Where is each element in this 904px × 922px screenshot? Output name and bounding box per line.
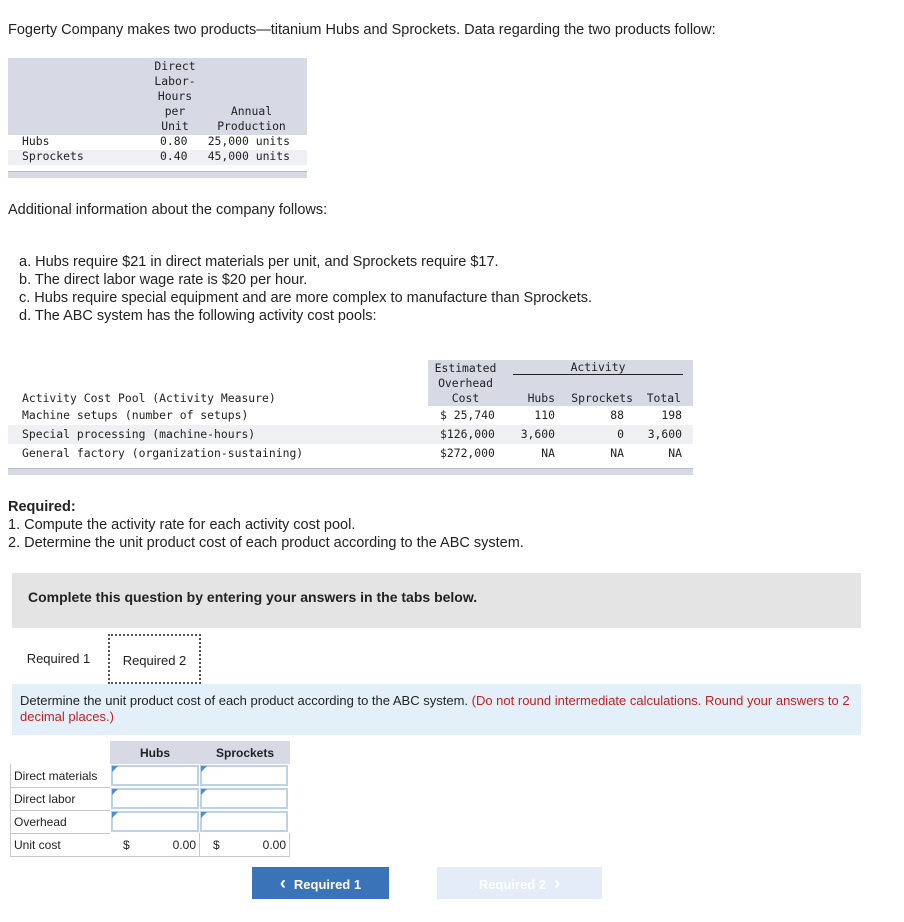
hubs-unit-cost: 0.00: [172, 838, 196, 852]
cost-header-3: Cost: [451, 391, 480, 405]
pool-name: Special processing (machine-hours): [22, 427, 256, 441]
pool-cost: $272,000: [440, 446, 495, 460]
cost-header-2: Overhead: [438, 376, 493, 390]
pool-sprockets: NA: [610, 446, 624, 460]
hubs-currency: $: [123, 838, 130, 852]
product-name: Sprockets: [22, 149, 84, 163]
hubs-header: Hubs: [527, 391, 555, 405]
next-required-button[interactable]: [437, 867, 602, 899]
dlh-header-2: Labor-: [154, 74, 196, 88]
hubs-direct-labor-input[interactable]: [111, 788, 199, 809]
dlh-header-1: Direct: [154, 59, 196, 73]
required-item: 2. Determine the unit product cost of each product according to the ABC system.: [8, 535, 524, 551]
product-name: Hubs: [22, 134, 50, 148]
prev-required-button[interactable]: [252, 867, 389, 899]
annual-header-1: Annual: [230, 104, 273, 118]
info-item: c. Hubs require special equipment and are more complex to manufacture than Sprockets.: [19, 290, 593, 306]
col-header-sprockets: Sprockets: [215, 746, 275, 760]
product-annual: 25,000 units: [207, 134, 290, 148]
prompt-note: (Do not round intermediate calculations. Round your answers to 2 decimal places.): [20, 693, 850, 724]
pool-name: General factory (organization-sustaining): [22, 446, 304, 460]
pool-hubs: 3,600: [520, 427, 555, 441]
required-item: 1. Compute the activity rate for each activity cost pool.: [8, 517, 356, 533]
col-header-hubs: Hubs: [140, 746, 170, 760]
pool-total: 3,600: [647, 427, 682, 441]
sprockets-header: Sprockets: [571, 391, 633, 405]
product-dlh: 0.40: [160, 149, 188, 163]
sprockets-currency: $: [213, 838, 220, 852]
tab-required-1[interactable]: Required 1: [12, 634, 105, 684]
pool-sprockets: 0: [617, 427, 624, 441]
sprockets-direct-labor-input[interactable]: [200, 788, 288, 809]
product-dlh: 0.80: [160, 134, 188, 148]
product-annual: 45,000 units: [207, 149, 290, 163]
pool-sprockets: 88: [610, 408, 624, 422]
sprockets-overhead-input[interactable]: [200, 811, 288, 832]
instruction-box: [12, 573, 861, 628]
pool-hubs: 110: [534, 408, 555, 422]
info-item: d. The ABC system has the following activity cost pools:: [19, 308, 377, 324]
prompt-text: Determine the unit product cost of each product according to the ABC system.: [20, 693, 472, 708]
required-title: Required:: [8, 499, 76, 515]
sprockets-unit-cost: 0.00: [262, 838, 286, 852]
hubs-overhead-input[interactable]: [111, 811, 199, 832]
next-button-label: Required 2: [478, 877, 547, 892]
prev-button-label: Required 1: [293, 877, 362, 892]
instruction-text: Complete this question by entering your answers in the tabs below.: [28, 589, 478, 605]
tab-required-2[interactable]: Required 2: [108, 634, 201, 684]
row-label-unit-cost: Unit cost: [14, 838, 61, 852]
pool-cost: $ 25,740: [440, 408, 495, 422]
pool-name: Machine setups (number of setups): [22, 408, 249, 422]
hubs-direct-materials-input[interactable]: [111, 765, 199, 786]
question-prompt: [12, 684, 861, 735]
dlh-header-4: per: [164, 104, 186, 118]
pool-total: 198: [661, 408, 682, 422]
pool-total: NA: [668, 446, 682, 460]
row-label-overhead: Overhead: [14, 815, 67, 829]
row-label-direct-labor: Direct labor: [14, 792, 76, 806]
activity-group-header: Activity: [513, 360, 683, 375]
additional-info-text: Additional information about the company follows:: [8, 202, 328, 218]
intro-text: Fogerty Company makes two products—titanium Hubs and Sprockets. Data regarding the two products follow:: [8, 22, 716, 38]
sprockets-direct-materials-input[interactable]: [200, 765, 288, 786]
row-label-direct-materials: Direct materials: [14, 769, 98, 783]
chevron-left-icon: ‹: [279, 873, 286, 893]
pool-header: Activity Cost Pool (Activity Measure): [22, 391, 276, 405]
pool-cost: $126,000: [440, 427, 495, 441]
info-item: b. The direct labor wage rate is $20 per hour.: [19, 272, 308, 288]
total-header: Total: [646, 391, 681, 405]
pool-hubs: NA: [541, 446, 555, 460]
chevron-right-icon: ›: [554, 873, 561, 893]
cost-header-1: Estimated: [434, 361, 497, 375]
annual-header-2: Production: [217, 119, 286, 133]
dlh-header-5: Unit: [161, 119, 189, 133]
info-item: a. Hubs require $21 in direct materials per unit, and Sprockets require $17.: [19, 254, 499, 270]
dlh-header-3: Hours: [157, 89, 193, 103]
answer-table: [10, 741, 290, 857]
